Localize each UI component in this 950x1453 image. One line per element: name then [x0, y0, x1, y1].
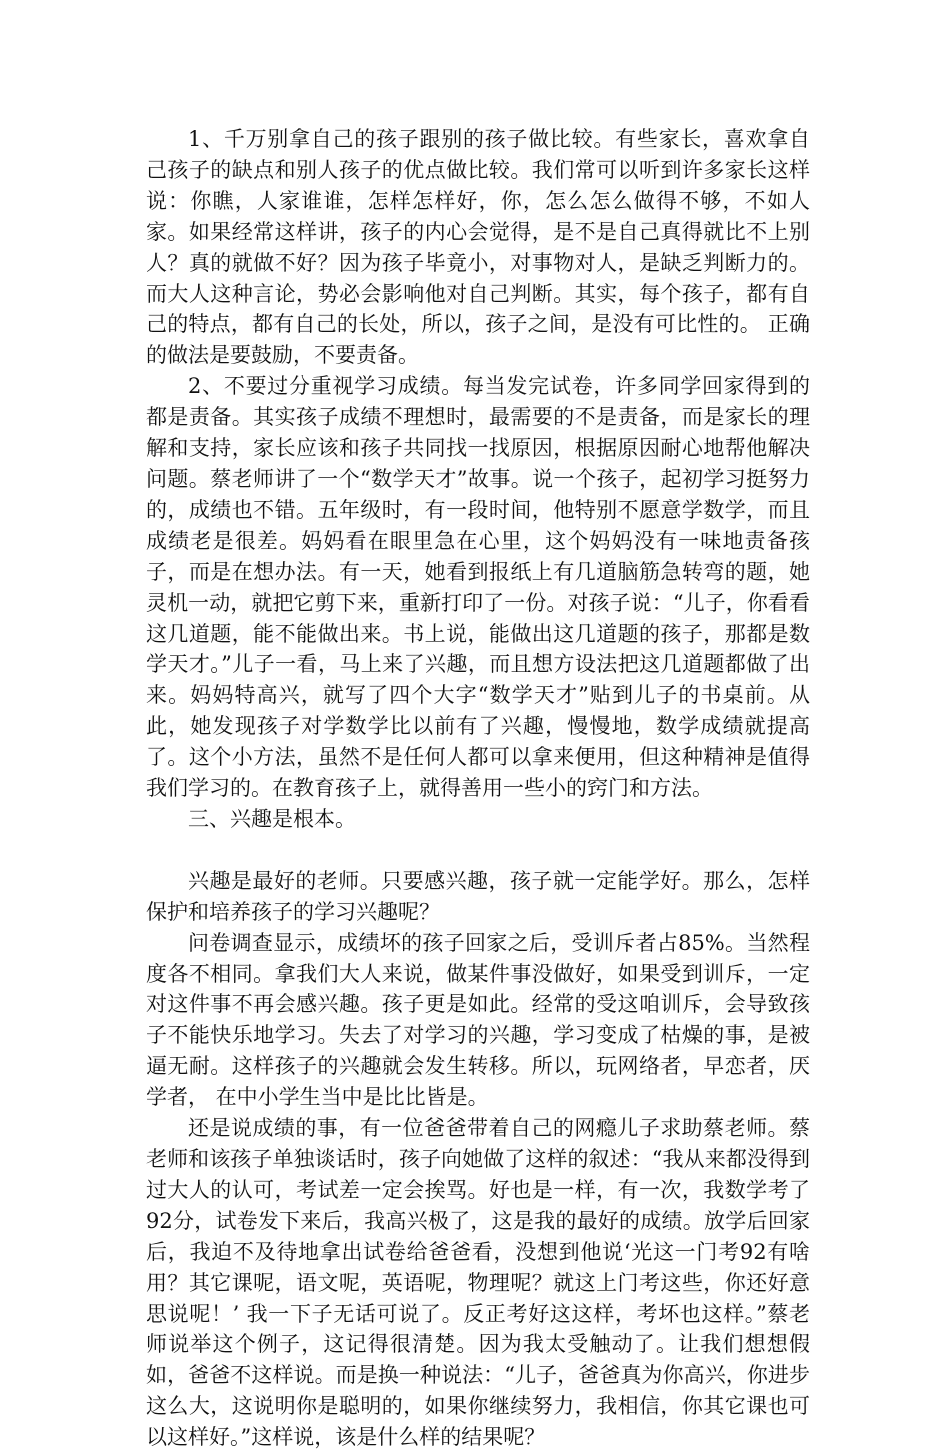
paragraph-father-story: 还是说成绩的事，有一位爸爸带着自己的网瘾儿子求助蔡老师。蔡老师和该孩子单独谈话时，孩子向她做了这样的叙述：“我从来都没得到过大人的认可，考试差一定会挨骂。好也是一样，有一次，我数学考了92分，试卷发下来后，我高兴极了，这是我的最好的成绩。放学后回家后，我迫不及待地拿出试卷给爸爸看，没想到他说‘光这一门考92有啥用？其它课呢，语文呢，英语呢，物理呢？就这上门考这些，你还好意思说呢！’ 我一下子无话可说了。反正考好这这样，考坏也这样。”蔡老师说举这个例子，这记得很清楚。因为我太受触动了。让我们想想假如，爸爸不这样说。而是换一种说法：“儿子，爸爸真为你高兴，你进步这么大，这说明你是聪明的，如果你继续努力，我相信，你其它课也可以这样好。”这样说，该是什么样的结果呢？ [146, 1116, 810, 1450]
blank-line [146, 835, 810, 866]
paragraph-compare-children: 1、千万别拿自己的孩子跟别的孩子做比较。有些家长，喜欢拿自己孩子的缺点和别人孩子的优点做比较。我们常可以听到许多家长这样说：你瞧，人家谁谁，怎样怎样好，你，怎么怎么做得不够，不如人家。如果经常这样讲，孩子的内心会觉得，是不是自己真得就比不上别人？真的就做不好？因为孩子毕竟小，对事物对人，是缺乏判断力的。而大人这种言论，势必会影响他对自己判断。其实，每个孩子，都有自己的特点，都有自己的长处，所以，孩子之间，是没有可比性的。 正确的做法是要鼓励，不要责备。 [146, 127, 810, 368]
paragraph-survey: 问卷调查显示，成绩坏的孩子回家之后，受训斥者占85%。当然程度各不相同。拿我们大人来说，做某件事没做好，如果受到训斥，一定对这件事不再会感兴趣。孩子更是如此。经常的受这咱训斥，会导致孩子不能快乐地学习。失去了对学习的兴趣，学习变成了枯燥的事，是被逼无耐。这样孩子的兴趣就会发生转移。所以，玩网络者，早恋者，厌学者， 在中小学生当中是比比皆是。 [146, 930, 810, 1110]
paragraph-interest-teacher: 兴趣是最好的老师。只要感兴趣，孩子就一定能学好。那么，怎样保护和培养孩子的学习兴趣呢？ [146, 868, 810, 924]
paragraph-grades: 2、不要过分重视学习成绩。每当发完试卷，许多同学回家得到的都是责备。其实孩子成绩不理想时，最需要的不是责备，而是家长的理解和支持，家长应该和孩子共同找一找原因，根据原因耐心地帮他解决问题。蔡老师讲了一个“数学天才”故事。说一个孩子，起初学习挺努力的，成绩也不错。五年级时，有一段时间，他特别不愿意学数学，而且成绩老是很差。妈妈看在眼里急在心里，这个妈妈没有一味地责备孩子，而是在想办法。有一天，她看到报纸上有几道脑筋急转弯的题，她灵机一动，就把它剪下来，重新打印了一份。对孩子说：“儿子，你看看这几道题，能不能做出来。书上说，能做出这几道题的孩子，那都是数学天才。”儿子一看，马上来了兴趣，而且想方设法把这几道题都做了出来。妈妈特高兴，就写了四个大字“数学天才”贴到儿子的书桌前。从此，她发现孩子对学数学比以前有了兴趣，慢慢地，数学成绩就提高了。这个小方法，虽然不是任何人都可以拿来便用，但这种精神是值得我们学习的。在教育孩子上，就得善用一些小的窍门和方法。 [146, 374, 810, 801]
document-body [146, 124, 810, 1453]
section-heading-interest: 三、兴趣是根本。 [188, 806, 356, 831]
